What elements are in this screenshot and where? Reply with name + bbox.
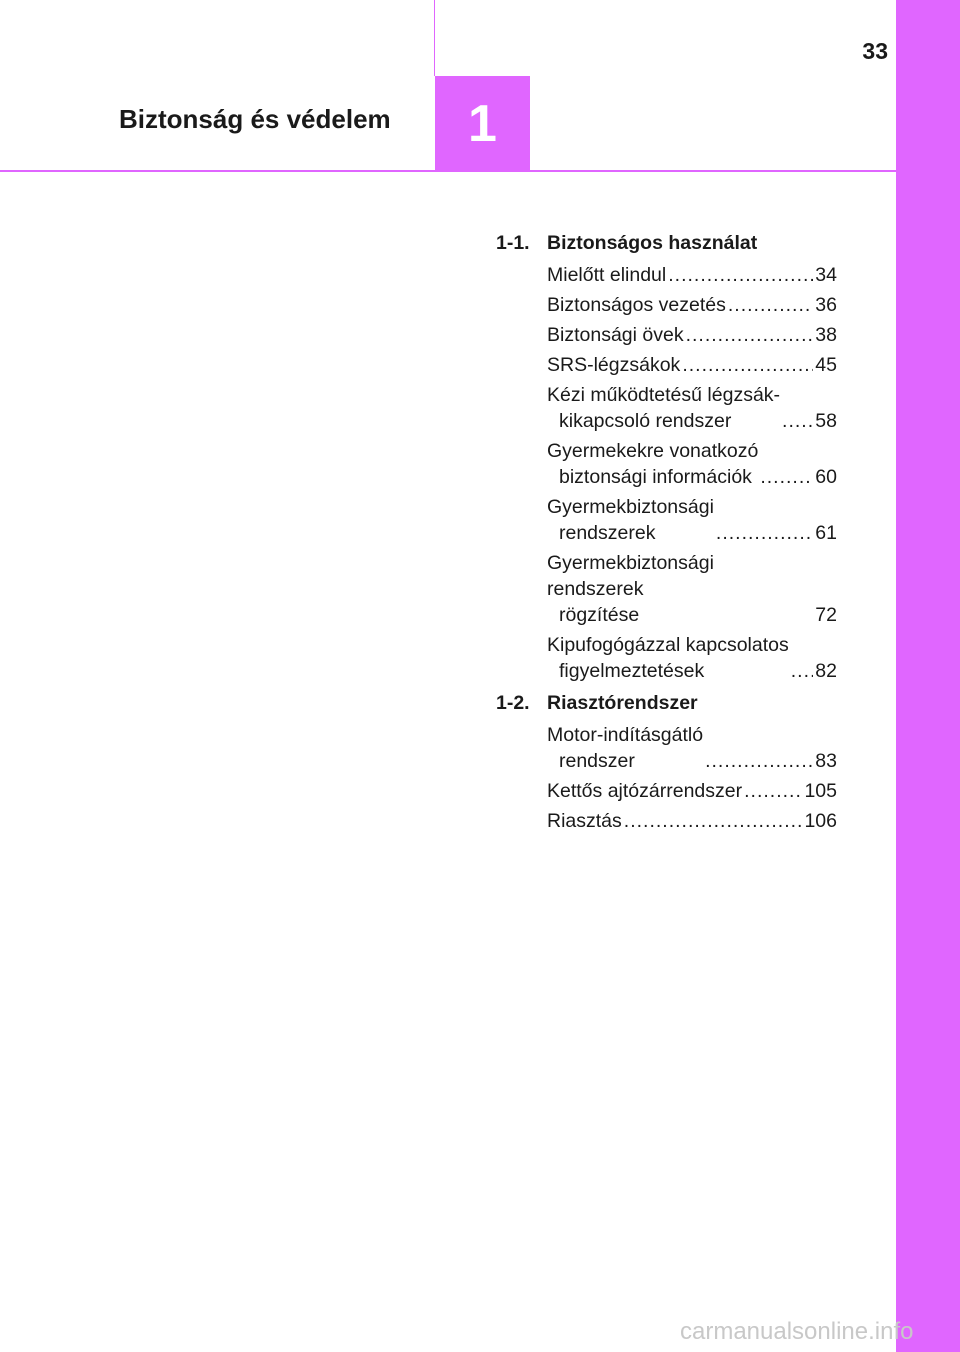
- toc-entry[interactable]: [547, 632, 837, 684]
- toc-entry-title: [547, 382, 780, 434]
- toc-entry-title: [547, 494, 714, 546]
- toc-group-heading[interactable]: [496, 688, 837, 718]
- toc-entry[interactable]: [547, 438, 837, 490]
- chapter-number: 1: [468, 95, 497, 153]
- toc-entry-page: 34: [815, 264, 837, 286]
- toc-entry[interactable]: [547, 808, 837, 834]
- toc-entry-title: [547, 262, 666, 288]
- toc-entry-page: 106: [804, 810, 837, 832]
- toc-entry[interactable]: [547, 262, 837, 288]
- toc-entry-line: Gyermekekre vonatkozó: [547, 440, 759, 462]
- toc-entry-page: 82: [815, 660, 837, 682]
- toc-group-number: 1-2.: [496, 691, 530, 714]
- toc-dot-leader: [682, 352, 813, 378]
- toc-entry-title: [547, 778, 742, 804]
- toc-entry-title: [547, 352, 680, 378]
- toc-entry-line: rendszer: [559, 750, 635, 772]
- toc-entry-page: 61: [815, 522, 837, 544]
- toc-entry-line: Motor-indításgátló: [547, 724, 704, 746]
- toc-entry-page: 72: [815, 604, 837, 626]
- toc-dot-leader: [744, 778, 802, 804]
- toc-entry-title: [547, 292, 726, 318]
- toc-entry-line: Kettős ajtózárrendszer: [547, 780, 743, 802]
- toc-entry-title: [547, 550, 811, 628]
- toc-entry-line: biztonsági információk: [559, 466, 752, 488]
- toc-entry-title: [547, 632, 789, 684]
- toc-dot-leader: [760, 464, 813, 490]
- toc-entry-line: figyelmeztetések: [559, 660, 705, 682]
- page-number: 33: [862, 38, 888, 64]
- toc-entry-line: Kézi működtetésű légzsák-: [547, 384, 781, 406]
- toc-entry[interactable]: [547, 292, 837, 318]
- toc-entry-line: SRS-légzsákok: [547, 354, 681, 376]
- toc-entry-line: kikapcsoló rendszer: [559, 410, 732, 432]
- side-thumb-tab: [896, 0, 960, 1352]
- toc-entry-title: [547, 438, 758, 490]
- toc-entry[interactable]: [547, 352, 837, 378]
- toc-dot-leader: [728, 292, 813, 318]
- toc-entry[interactable]: [547, 550, 837, 628]
- toc-entry[interactable]: [547, 778, 837, 804]
- toc-dot-leader: [782, 408, 813, 434]
- toc-group-number: 1-1.: [496, 231, 530, 254]
- toc-entry-line: Kipufogógázzal kapcsolatos: [547, 634, 789, 656]
- toc-entry-page: 38: [815, 324, 837, 346]
- header-divider-vertical: [434, 0, 435, 76]
- toc-entry-page: 58: [815, 410, 837, 432]
- toc-entry-title: [547, 808, 622, 834]
- toc-entry-page: 83: [815, 750, 837, 772]
- toc-dot-leader: [716, 520, 813, 546]
- toc-entry-page: 60: [815, 466, 837, 488]
- table-of-contents: [496, 228, 837, 834]
- toc-entry[interactable]: [547, 722, 837, 774]
- toc-entry-line: Biztonsági övek: [547, 324, 684, 346]
- toc-entry-line: rögzítése: [559, 604, 640, 626]
- toc-entry-line: Biztonságos vezetés: [547, 294, 726, 316]
- toc-entry[interactable]: [547, 322, 837, 348]
- chapter-number-box: [435, 76, 530, 172]
- toc-entry-line: Gyermekbiztonsági: [547, 496, 714, 518]
- toc-dot-leader: [705, 748, 813, 774]
- toc-dot-leader: [686, 322, 814, 348]
- toc-group-heading[interactable]: [496, 228, 837, 258]
- toc-entry-line: Riasztás: [547, 810, 622, 832]
- toc-entry-title: [547, 322, 684, 348]
- toc-entry-line: Gyermekbiztonsági rendszerek: [547, 552, 714, 600]
- toc-entry-line: rendszerek: [559, 522, 656, 544]
- toc-entry-page: 36: [815, 294, 837, 316]
- toc-dot-leader: [791, 658, 814, 684]
- toc-dot-leader: [624, 808, 803, 834]
- toc-group-title: Riasztórendszer: [547, 691, 698, 714]
- toc-entry-page: 45: [815, 354, 837, 376]
- toc-entry-line: Mielőtt elindul: [547, 264, 667, 286]
- toc-entry-title: [547, 722, 703, 774]
- toc-dot-leader: [668, 262, 813, 288]
- section-title: Biztonság és védelem: [119, 104, 391, 134]
- toc-group-title: Biztonságos használat: [547, 231, 758, 254]
- toc-entry[interactable]: [547, 494, 837, 546]
- watermark: carmanualsonline.info: [680, 1318, 914, 1345]
- toc-entry[interactable]: [547, 382, 837, 434]
- toc-entry-page: 105: [804, 780, 837, 802]
